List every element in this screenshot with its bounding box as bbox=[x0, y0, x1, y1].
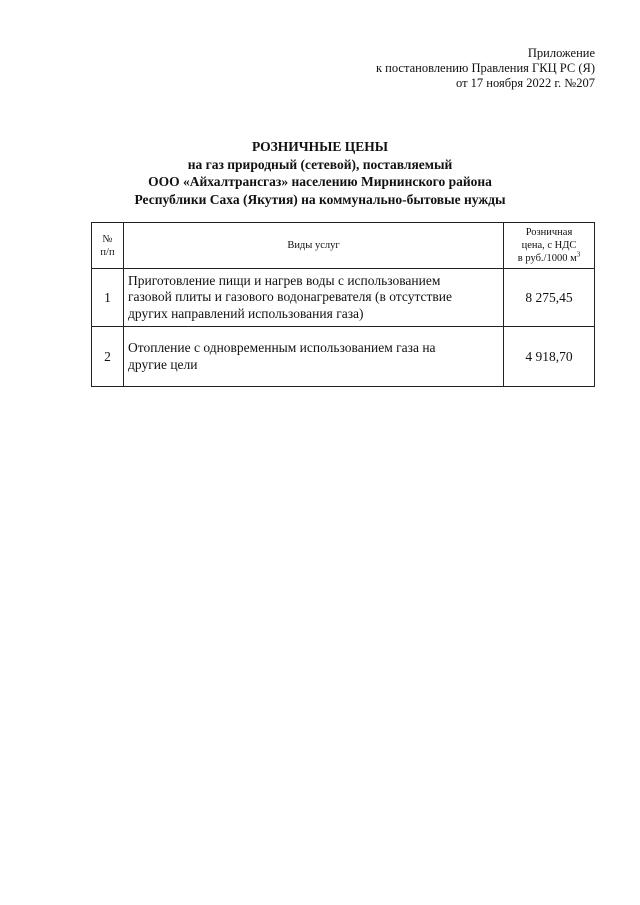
header-price-unit-sup: 3 bbox=[576, 250, 581, 259]
prices-table bbox=[91, 222, 595, 387]
appendix-line-3: от 17 ноября 2022 г. №207 bbox=[455, 76, 595, 90]
header-price-line-3 bbox=[504, 252, 594, 265]
row-number: 1 bbox=[92, 269, 124, 327]
header-service bbox=[124, 223, 504, 269]
title-line-4: Республики Саха (Якутия) на коммунально-бытовые нужды bbox=[134, 191, 506, 207]
appendix-line-2: к постановлению Правления ГКЦ РС (Я) bbox=[375, 61, 595, 75]
row-price: 8 275,45 bbox=[504, 269, 595, 327]
row-service bbox=[124, 327, 504, 387]
row-service-line-1: Отопление с одновременным использованием газа на bbox=[128, 340, 436, 355]
row-service bbox=[124, 269, 504, 327]
table-row bbox=[92, 269, 595, 327]
header-number-line-2: п/п bbox=[100, 246, 115, 258]
document-title bbox=[0, 138, 640, 208]
header-price bbox=[504, 223, 595, 269]
table-header-row bbox=[92, 223, 595, 269]
header-price-line-2: цена, с НДС bbox=[521, 240, 577, 251]
header-price-unit: в руб./1000 м bbox=[517, 253, 577, 264]
appendix-line-1: Приложение bbox=[527, 46, 595, 60]
row-service-line-2: другие цели bbox=[128, 356, 198, 372]
title-line-2: на газ природный (сетевой), поставляемый bbox=[187, 156, 453, 172]
header-service-label: Виды услуг bbox=[287, 240, 340, 251]
row-number: 2 bbox=[92, 327, 124, 387]
header-price-line-1: Розничная bbox=[525, 227, 573, 238]
row-price: 4 918,70 bbox=[504, 327, 595, 387]
row-service-line-2: газовой плиты и газового водонагревателя (в отсутствие bbox=[128, 289, 452, 305]
title-line-3: ООО «Айхалтрансгаз» населению Мирнинского района bbox=[148, 174, 492, 189]
header-number-line-1: № bbox=[102, 233, 113, 245]
header-number bbox=[92, 223, 124, 269]
appendix-note bbox=[376, 46, 595, 91]
row-service-line-3: других направлений использования газа) bbox=[128, 305, 364, 321]
table-row bbox=[92, 327, 595, 387]
title-line-1: РОЗНИЧНЫЕ ЦЕНЫ bbox=[251, 139, 389, 154]
row-service-line-1: Приготовление пищи и нагрев воды с использованием bbox=[128, 272, 441, 288]
